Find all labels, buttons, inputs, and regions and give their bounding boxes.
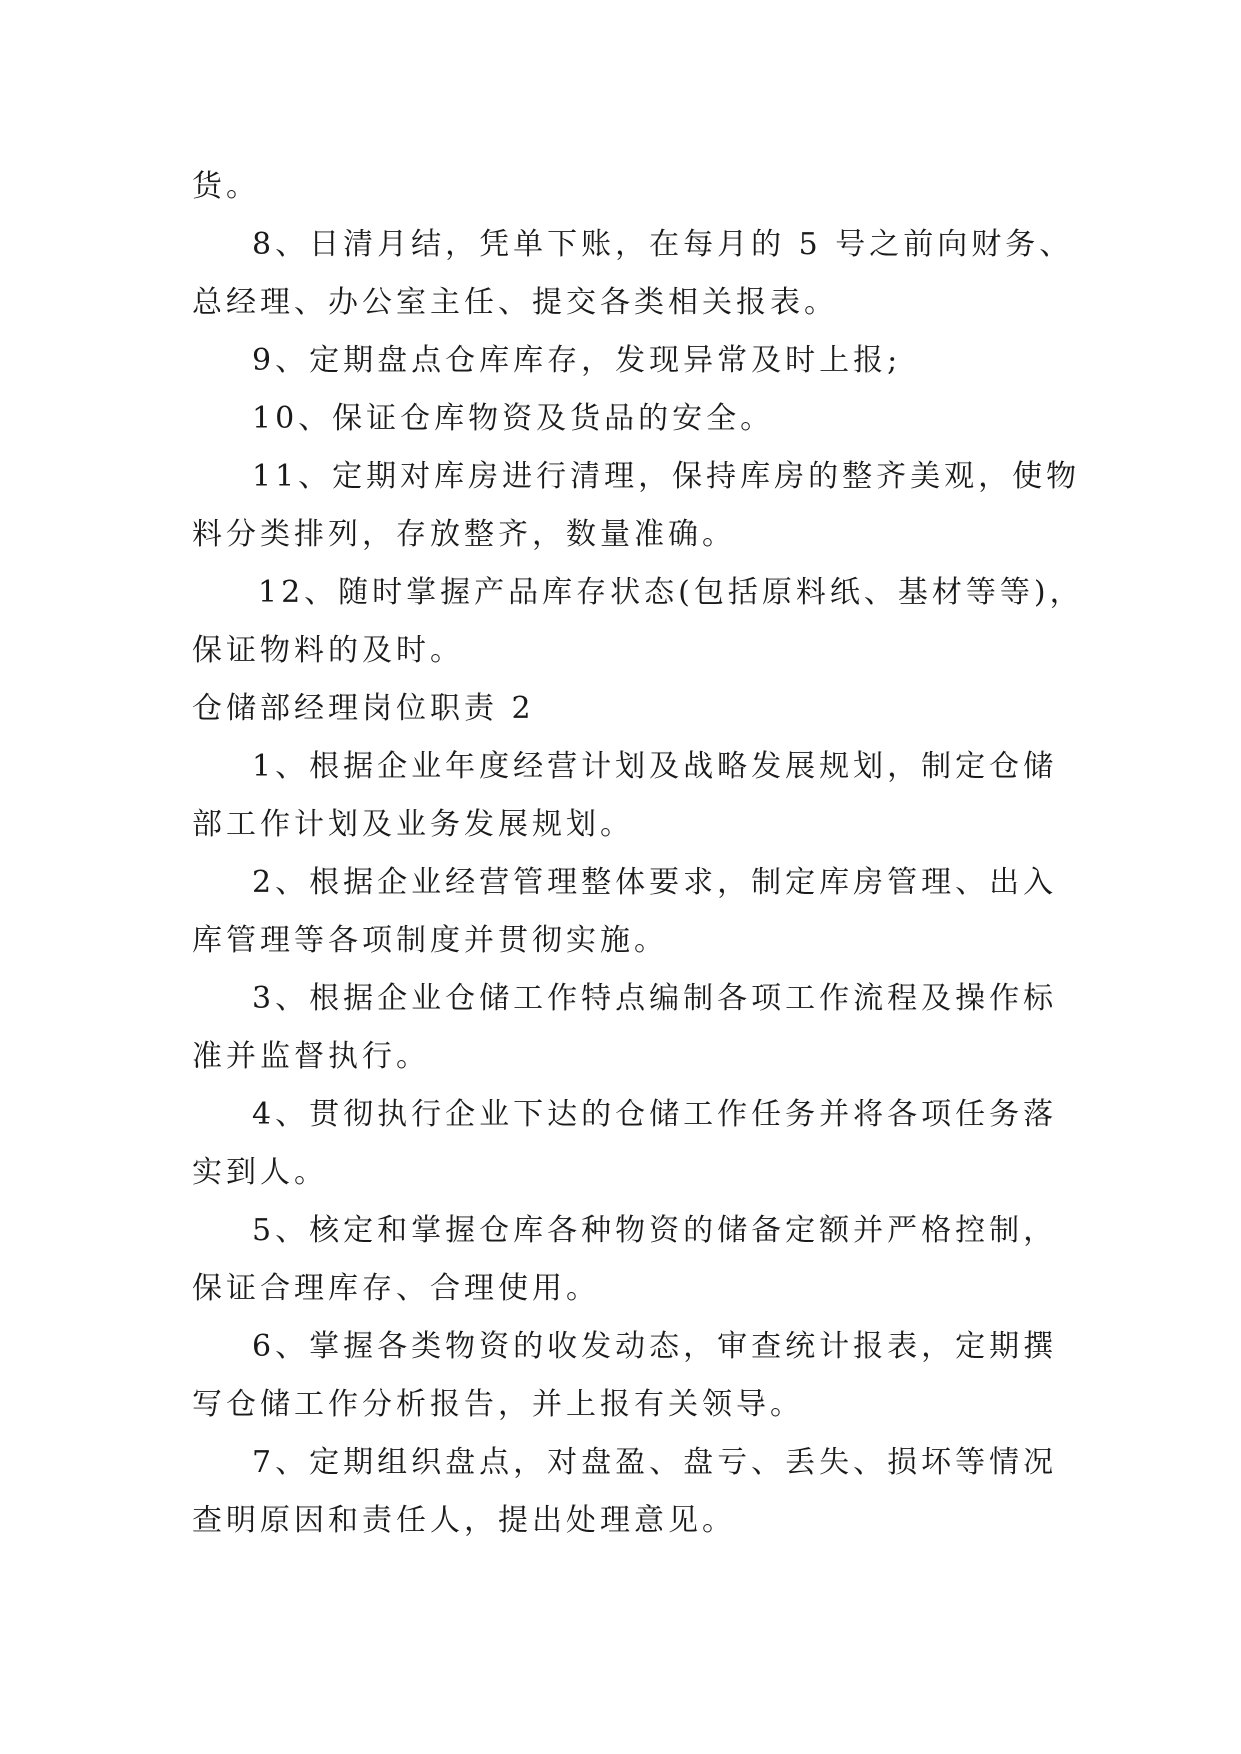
list-item-10: 10、保证仓库物资及货品的安全。: [252, 401, 775, 436]
list-item-7: 7、定期组织盘点，对盘盈、盘亏、丢失、损坏等情况: [252, 1445, 1058, 1480]
text-line: 写仓储工作分析报告，并上报有关领导。: [192, 1387, 804, 1422]
section-heading: 仓储部经理岗位职责 2: [192, 691, 535, 726]
list-item-8: 8、日清月结，凭单下账，在每月的 5 号之前向财务、: [252, 227, 1074, 262]
text-line: 货。: [192, 169, 260, 204]
text-line: 实到人。: [192, 1155, 328, 1190]
text-line: 部工作计划及业务发展规划。: [192, 807, 634, 842]
text-line: 库管理等各项制度并贯彻实施。: [192, 923, 668, 958]
text-line: 准并监督执行。: [192, 1039, 430, 1074]
text-line: 保证合理库存、合理使用。: [192, 1271, 600, 1306]
list-item-9: 9、定期盘点仓库库存，发现异常及时上报;: [252, 343, 902, 378]
list-item-4: 4、贯彻执行企业下达的仓储工作任务并将各项任务落: [252, 1097, 1058, 1132]
text-line: 总经理、办公室主任、提交各类相关报表。: [192, 285, 838, 320]
document-body: [192, 158, 1082, 1550]
list-item-12: 12、随时掌握产品库存状态(包括原料纸、基材等等)，: [258, 575, 1084, 610]
list-item-6: 6、掌握各类物资的收发动态，审查统计报表，定期撰: [252, 1329, 1058, 1364]
list-item-11: 11、定期对库房进行清理，保持库房的整齐美观，使物: [252, 459, 1081, 494]
list-item-2: 2、根据企业经营管理整体要求，制定库房管理、出入: [252, 865, 1058, 900]
text-line: 查明原因和责任人，提出处理意见。: [192, 1503, 736, 1538]
list-item-5: 5、核定和掌握仓库各种物资的储备定额并严格控制，: [252, 1213, 1058, 1248]
list-item-3: 3、根据企业仓储工作特点编制各项工作流程及操作标: [252, 981, 1058, 1016]
list-item-1: 1、根据企业年度经营计划及战略发展规划，制定仓储: [252, 749, 1058, 784]
text-line: 料分类排列，存放整齐，数量准确。: [192, 517, 736, 552]
text-line: 保证物料的及时。: [192, 633, 464, 668]
